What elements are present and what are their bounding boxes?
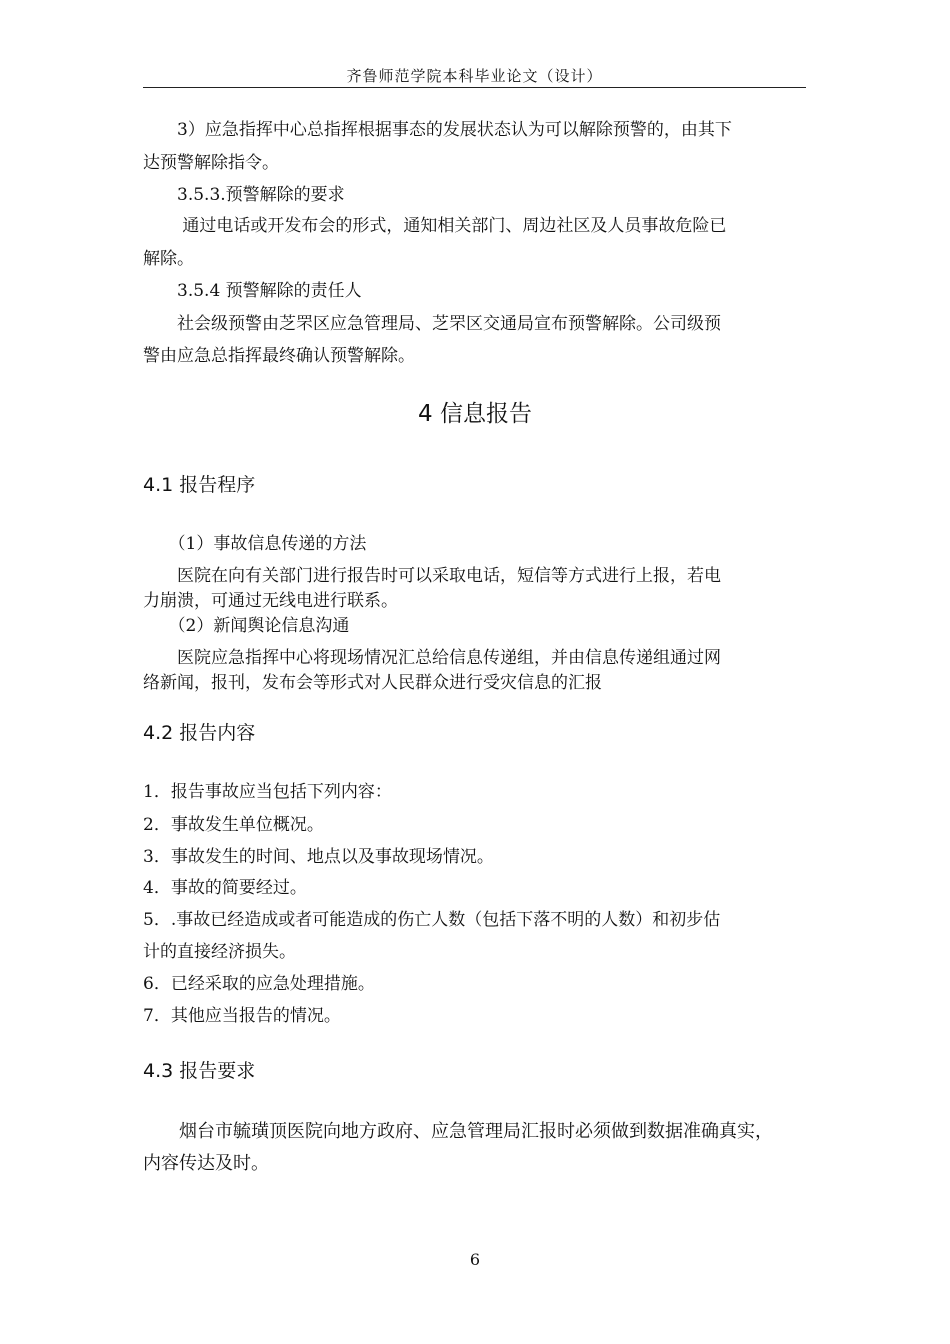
paragraph-line: 医院应急指挥中心将现场情况汇总给信息传递组，并由信息传递组通过网 [143,648,721,668]
paragraph-line: 络新闻，报刊，发布会等形式对人民群众进行受灾信息的汇报 [143,673,602,693]
page-number: 6 [469,1250,481,1269]
paragraph-line: 解除。 [143,249,194,269]
paragraph-line: 力崩溃，可通过无线电进行联系。 [143,591,398,611]
list-item: 7．其他应当报告的情况。 [143,1006,341,1026]
paragraph-line: 内容传达及时。 [143,1153,269,1174]
paragraph-line: 烟台市毓璜顶医院向地方政府、应急管理局汇报时必须做到数据准确真实， [143,1121,773,1142]
paragraph-line: 医院在向有关部门进行报告时可以采取电话，短信等方式进行上报，若电 [143,566,721,586]
paragraph-line: 警由应急总指挥最终确认预警解除。 [143,346,415,366]
subsection-heading-3-5-3: 3.5.3.预警解除的要求 [143,185,345,205]
list-item: 计的直接经济损失。 [143,942,296,962]
paragraph-line: 社会级预警由芝罘区应急管理局、芝罘区交通局宣布预警解除。公司级预 [143,314,721,334]
paragraph-line: 通过电话或开发布会的形式，通知相关部门、周边社区及人员事故危险已 [143,216,727,236]
list-item: 2．事故发生单位概况。 [143,815,324,835]
list-item: 3．事故发生的时间、地点以及事故现场情况。 [143,847,494,867]
list-item-title: （1）事故信息传递的方法 [143,534,367,554]
chapter-title: 4 信息报告 [418,401,532,427]
list-item: 4．事故的简要经过。 [143,878,307,898]
paragraph-line: 3）应急指挥中心总指挥根据事态的发展状态认为可以解除预警的，由其下 [143,120,732,140]
section-title-4-3: 4.3 报告要求 [143,1060,256,1082]
section-title-4-1: 4.1 报告程序 [143,474,256,496]
list-item: 1．报告事故应当包括下列内容： [143,782,392,802]
list-item: 5．.事故已经造成或者可能造成的伤亡人数（包括下落不明的人数）和初步估 [143,910,721,930]
paragraph-line: 达预警解除指令。 [143,153,279,173]
running-header: 齐鲁师范学院本科毕业论文（设计） [346,67,603,85]
section-title-4-2: 4.2 报告内容 [143,722,256,744]
list-item-title: （2）新闻舆论信息沟通 [143,616,350,636]
list-item: 6．已经采取的应急处理措施。 [143,974,375,994]
header-rule [143,87,806,88]
subsection-heading-3-5-4: 3.5.4 预警解除的责任人 [143,281,362,301]
